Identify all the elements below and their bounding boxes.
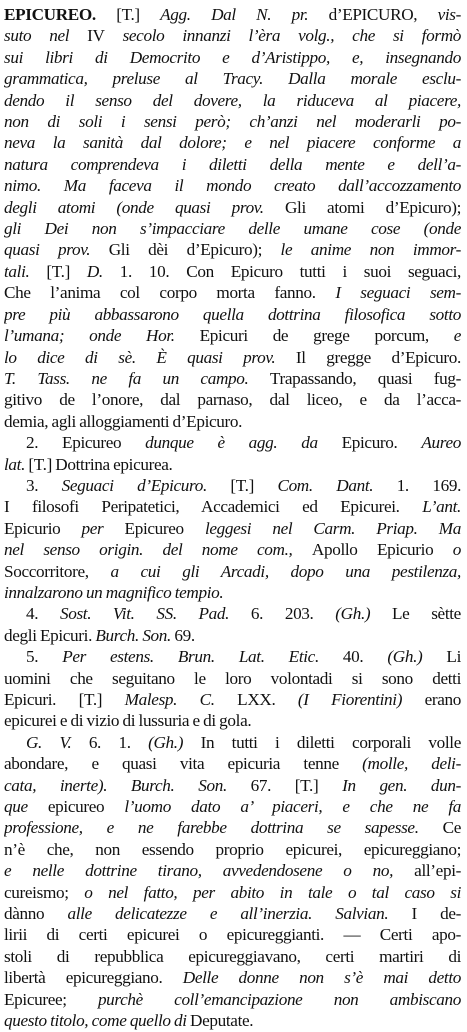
entry-line bbox=[4, 796, 461, 817]
roman-text-run: Epicuri de grege porcum, bbox=[199, 326, 454, 346]
entry-line bbox=[4, 368, 461, 389]
italic-text-run: Aureo bbox=[421, 433, 461, 453]
italic-text-run: cata, inerte). Burch. Son. bbox=[4, 775, 251, 795]
italic-text-run: Com. Dant. bbox=[277, 475, 397, 495]
roman-text-run: 1. 169. bbox=[396, 475, 461, 495]
roman-text-run: 69. bbox=[174, 625, 195, 645]
entry-line bbox=[4, 625, 461, 646]
italic-text-run: le anime non immor- bbox=[280, 240, 461, 260]
italic-text-run: o nel fatto, per abito in tale o tal caso si bbox=[84, 882, 461, 902]
roman-text-run: Deputate. bbox=[190, 1011, 254, 1031]
italic-text-run: professione, e ne farebbe dottrina se sapesse. bbox=[4, 818, 443, 838]
entry-line bbox=[4, 154, 461, 175]
roman-text-run: d’EPICURO, bbox=[328, 5, 438, 24]
roman-text-run: Epicuree; bbox=[4, 989, 98, 1009]
italic-text-run: o bbox=[452, 540, 461, 560]
entry-line bbox=[4, 967, 461, 988]
italic-text-run: l’umana; onde Hor. bbox=[4, 326, 200, 346]
italic-text-run: Sost. Vit. SS. Pad. bbox=[59, 604, 251, 624]
italic-text-run: dendo il senso del dovere, la riduceva al piacere, bbox=[4, 90, 461, 110]
roman-text-run: abondare, e quasi vita epicuria tenne bbox=[4, 754, 363, 774]
entry-line bbox=[4, 668, 461, 689]
roman-text-run: n’è che, non essendo proprio epicurei, epicureggiano; bbox=[4, 839, 461, 859]
italic-text-run: dunque è agg. da bbox=[145, 433, 342, 453]
roman-text-run: 3. bbox=[26, 475, 62, 495]
italic-text-run: Seguaci d’Epicuro. bbox=[61, 475, 231, 495]
roman-text-run: libertà epicureggiano. bbox=[4, 968, 183, 988]
italic-text-run: D. bbox=[86, 261, 120, 281]
italic-text-run: innalzarono un magnifico tempio. bbox=[4, 582, 224, 602]
italic-text-run: que bbox=[4, 797, 48, 817]
italic-text-run: per bbox=[81, 518, 125, 538]
entry-line bbox=[4, 989, 461, 1010]
italic-text-run: lo dice di sè. È quasi prov. bbox=[4, 347, 296, 367]
roman-text-run: 40. bbox=[342, 647, 388, 667]
entry-line bbox=[4, 304, 461, 325]
roman-text-run: [T.] bbox=[230, 475, 278, 495]
roman-text-run: 67. [T.] bbox=[250, 775, 343, 795]
italic-text-run: natura comprendeva i diletti della mente e dell’a- bbox=[4, 154, 461, 174]
italic-text-run: In gen. dun- bbox=[342, 775, 461, 795]
roman-text-run: Il gregge d’Epicuro. bbox=[295, 347, 461, 367]
entry-line bbox=[4, 817, 461, 838]
italic-text-run: pre più abbassarono quella dottrina filosofica sotto bbox=[4, 304, 461, 324]
italic-text-run: (Gh.) bbox=[335, 604, 393, 624]
entry-line bbox=[4, 882, 461, 903]
roman-text-run: lirii di certi epicurei o epicureggianti. — Certi apo- bbox=[4, 925, 461, 945]
italic-text-run: non di soli i sensi però; ch’anzi nel moderarli po- bbox=[4, 112, 461, 132]
entry-line bbox=[4, 25, 461, 46]
roman-text-run: Epicuro. bbox=[341, 433, 422, 453]
italic-text-run: (Gh.) bbox=[387, 647, 447, 667]
entry-line bbox=[4, 175, 461, 196]
italic-text-run: Burch. Son. bbox=[95, 625, 175, 645]
italic-text-run: leggesi nel Carm. Priap. Ma bbox=[204, 518, 461, 538]
roman-text-run: Apollo Epicurio bbox=[311, 540, 453, 560]
italic-text-run: grammatica, preluse al Tracy. Dalla morale esclu- bbox=[4, 69, 461, 89]
entry-line bbox=[4, 753, 461, 774]
italic-text-run: vis- bbox=[437, 5, 461, 24]
italic-text-run: e bbox=[453, 326, 461, 346]
roman-text-run: Epicuri. [T.] bbox=[4, 690, 125, 709]
roman-text-run: cureismo; bbox=[4, 882, 85, 902]
entry-line bbox=[4, 432, 461, 453]
roman-text-run: 1. 10. Con Epicuro tutti i suoi seguaci, bbox=[119, 261, 461, 281]
entry-line bbox=[4, 518, 461, 539]
entry-line bbox=[4, 903, 461, 924]
italic-text-run: sui libri di Democrito e d’Aristippo, e, insegnando bbox=[4, 47, 461, 67]
entry-line bbox=[4, 282, 461, 303]
roman-text-run: Epicureo bbox=[124, 518, 205, 538]
entry-line bbox=[4, 389, 461, 410]
entry-line bbox=[4, 860, 461, 881]
entry-line bbox=[4, 68, 461, 89]
italic-text-run: tali. bbox=[4, 261, 47, 281]
roman-text-run: Trapassando, quasi fug- bbox=[269, 368, 461, 388]
italic-text-run: Per estens. Brun. Lat. Etic. bbox=[62, 647, 343, 667]
entry-line bbox=[4, 582, 461, 603]
entry-line bbox=[4, 4, 461, 25]
roman-text-run: Soccorritore, bbox=[4, 561, 111, 581]
italic-text-run: degli atomi (onde quasi prov. bbox=[4, 197, 285, 217]
entry-line bbox=[4, 689, 461, 710]
roman-text-run: Gli dèi d’Epicuro); bbox=[108, 240, 281, 260]
italic-text-run: purchè coll’emancipazione non ambiscano bbox=[97, 989, 461, 1009]
italic-text-run: suto nel bbox=[4, 26, 88, 46]
entry-line bbox=[4, 347, 461, 368]
roman-text-run: I filosofi Peripatetici, Accademici ed Epicurei. bbox=[4, 497, 423, 517]
entry-line bbox=[4, 475, 461, 496]
entry-line bbox=[4, 218, 461, 239]
italic-text-run: l’uomo dato a’ piaceri, e che ne fa bbox=[124, 797, 461, 817]
roman-text-run: epicureo bbox=[47, 797, 125, 817]
roman-text-run: Le sètte bbox=[392, 604, 461, 624]
italic-text-run: G. V. bbox=[26, 732, 89, 752]
entry-line bbox=[4, 197, 461, 218]
roman-text-run: epicurei e di vizio di lussuria e di gola. bbox=[4, 711, 252, 731]
entry-line bbox=[4, 239, 461, 260]
entry-line bbox=[4, 946, 461, 967]
entry-line bbox=[4, 111, 461, 132]
italic-text-run: T. Tass. ne fa un campo. bbox=[4, 368, 270, 388]
italic-text-run: questo titolo, come quello di bbox=[4, 1011, 191, 1031]
italic-text-run: (Gh.) bbox=[148, 732, 201, 752]
italic-text-run: gli Dei non s’impacciare delle umane cose (onde bbox=[4, 219, 461, 239]
italic-text-run: lat. bbox=[4, 454, 29, 474]
italic-text-run: Delle donne non s’è mai detto bbox=[182, 968, 461, 988]
entry-line bbox=[4, 47, 461, 68]
roman-text-run: all’epi- bbox=[414, 861, 461, 881]
italic-text-run: a cui gli Arcadi, dopo una pestilenza, bbox=[110, 561, 461, 581]
roman-text-run: 6. 203. bbox=[250, 604, 336, 624]
entry-line bbox=[4, 1010, 461, 1031]
entry-line bbox=[4, 603, 461, 624]
roman-text-run: 6. 1. bbox=[88, 732, 149, 752]
roman-text-run: gitivo de l’onore, dal parnaso, dal liceo, e da l’acca- bbox=[4, 390, 461, 410]
headword: EPICUREO. bbox=[4, 5, 96, 24]
entry-line bbox=[4, 710, 461, 731]
roman-text-run: demia, agli alloggiamenti d’Epicuro. bbox=[4, 411, 243, 431]
entry-line bbox=[4, 924, 461, 945]
roman-text-run: dànno bbox=[4, 904, 68, 924]
italic-text-run: nimo. Ma faceva il mondo creato dall’accozzamento bbox=[4, 176, 461, 196]
roman-text-run: [T.] Dottrina epicurea. bbox=[28, 454, 173, 474]
roman-text-run: [T.] bbox=[95, 5, 161, 24]
entry-line bbox=[4, 261, 461, 282]
entry-line bbox=[4, 132, 461, 153]
italic-text-run: alle delicatezze e all’inerzia. Salvian. bbox=[67, 904, 412, 924]
roman-text-run: Epicurio bbox=[4, 518, 82, 538]
roman-text-run: erano bbox=[424, 690, 461, 709]
entry-line bbox=[4, 454, 461, 475]
entry-line bbox=[4, 775, 461, 796]
roman-text-run: [T.] bbox=[46, 261, 87, 281]
italic-text-run: neva la sanità dal dolore; e nel piacere conforme a bbox=[4, 133, 461, 153]
entry-line bbox=[4, 561, 461, 582]
entry-line bbox=[4, 646, 461, 667]
italic-text-run: e nelle dottrine tirano, avvedendosene o no, bbox=[4, 861, 415, 881]
entry-line bbox=[4, 496, 461, 517]
roman-text-run: stoli di repubblica epicureggiavano, certi martiri di bbox=[4, 946, 461, 966]
entry-line bbox=[4, 90, 461, 111]
roman-text-run: Che l’anima col corpo morta fanno. bbox=[4, 283, 336, 303]
italic-text-run: I seguaci sem- bbox=[335, 283, 461, 303]
roman-text-run: uomini che seguitano le loro volontadi si sono detti bbox=[4, 668, 461, 688]
roman-text-run: Ce bbox=[442, 818, 461, 838]
italic-text-run: nel senso origin. del nome com., bbox=[4, 540, 312, 560]
roman-text-run: Gli atomi d’Epicuro); bbox=[284, 197, 461, 217]
entry-line bbox=[4, 732, 461, 753]
italic-text-run: secolo innanzi l’èra volg., che si formò bbox=[104, 26, 461, 46]
roman-text-run: In tutti i diletti corporali volle bbox=[200, 732, 461, 752]
dictionary-entry-epicureo bbox=[4, 4, 461, 1032]
roman-text-run: 2. Epicureo bbox=[26, 433, 146, 453]
italic-text-run: Malesp. C. bbox=[124, 690, 238, 709]
entry-line bbox=[4, 411, 461, 432]
roman-text-run: 4. bbox=[26, 604, 60, 624]
roman-text-run: LXX. bbox=[237, 690, 298, 709]
roman-text-run: Li bbox=[446, 647, 461, 667]
roman-text-run: 5. bbox=[26, 647, 63, 667]
italic-text-run: (molle, deli- bbox=[362, 754, 461, 774]
entry-line bbox=[4, 839, 461, 860]
roman-text-run: I de- bbox=[411, 904, 461, 924]
italic-text-run: Agg. Dal N. pr. bbox=[160, 5, 329, 24]
italic-text-run: quasi prov. bbox=[4, 240, 109, 260]
italic-text-run: L’ant. bbox=[422, 497, 461, 517]
roman-text-run: degli Epicuri. bbox=[4, 625, 96, 645]
entry-line bbox=[4, 325, 461, 346]
italic-text-run: (I Fiorentini) bbox=[297, 690, 425, 709]
entry-line bbox=[4, 539, 461, 560]
roman-text-run: IV bbox=[87, 26, 105, 46]
